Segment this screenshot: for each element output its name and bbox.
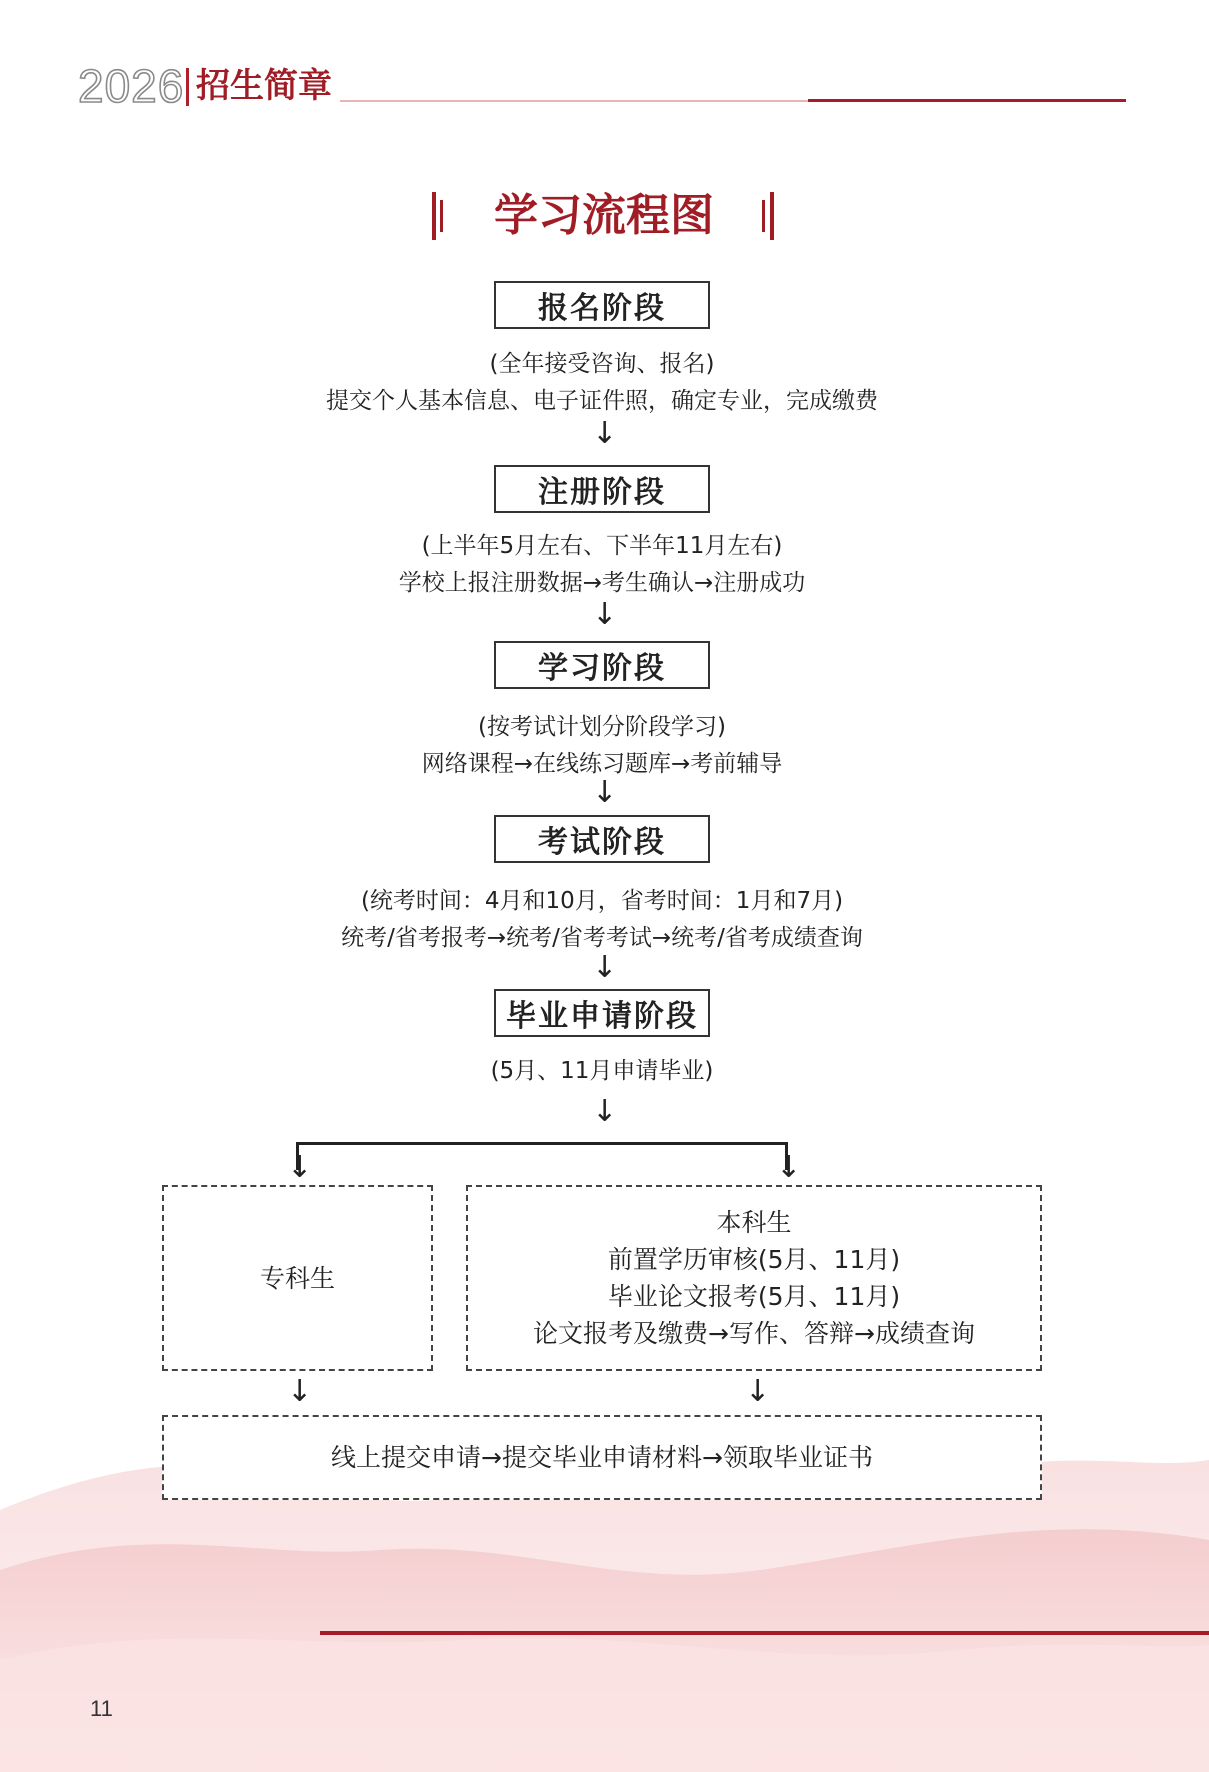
branch-connector — [296, 1142, 788, 1145]
undergraduate-line: 本科生 — [716, 1208, 792, 1237]
undergraduate-line: 论文报考及缴费→写作、答辩→成绩查询 — [533, 1319, 975, 1348]
stage-desc-line: 学校上报注册数据→考生确认→注册成功 — [398, 570, 806, 596]
arrow-down-icon: ↓ — [592, 597, 618, 632]
stage-study-desc — [100, 709, 1104, 783]
junior-college-box — [162, 1185, 433, 1371]
header-divider — [186, 68, 189, 106]
page-number: 11 — [90, 1696, 113, 1721]
stage-exam: 考试阶段 — [494, 815, 710, 863]
arrow-down-icon: ↓ — [287, 1374, 313, 1409]
page-title: 学习流程图 — [494, 190, 714, 241]
header-title: 招生简章 — [196, 66, 332, 106]
stage-desc-line: (按考试计划分阶段学习) — [478, 714, 726, 740]
stage-desc-line: (上半年5月左右、下半年11月左右) — [421, 533, 783, 559]
header-rule-light — [340, 100, 810, 102]
arrow-down-icon: ↓ — [592, 1094, 618, 1129]
header-rule-dark — [808, 99, 1126, 102]
stage-desc-line: (全年接受咨询、报名) — [489, 351, 715, 377]
junior-college-label: 专科生 — [259, 1263, 335, 1293]
arrow-down-icon: ↓ — [776, 1150, 802, 1185]
stage-desc-line: (5月、11月申请毕业) — [490, 1058, 714, 1084]
stage-desc-line: 网络课程→在线练习题库→考前辅导 — [421, 751, 783, 777]
stage-graduation: 毕业申请阶段 — [494, 989, 710, 1037]
arrow-down-icon: ↓ — [287, 1150, 313, 1185]
final-step-text: 线上提交申请→提交毕业申请材料→领取毕业证书 — [331, 1443, 873, 1472]
stage-study: 学习阶段 — [494, 641, 710, 689]
arrow-down-icon: ↓ — [592, 950, 618, 985]
header-year: 2026 — [78, 60, 185, 112]
arrow-down-icon: ↓ — [592, 416, 618, 451]
undergraduate-line: 前置学历审核(5月、11月) — [607, 1245, 901, 1274]
stage-desc-line: (统考时间：4月和10月，省考时间：1月和7月) — [360, 888, 844, 914]
stage-desc-line: 统考/省考报考→统考/省考考试→统考/省考成绩查询 — [341, 925, 863, 951]
stage-enrollment: 注册阶段 — [494, 465, 710, 513]
stage-registration-desc — [100, 346, 1104, 420]
footer-rule — [320, 1631, 1209, 1635]
stage-desc-line: 提交个人基本信息、电子证件照，确定专业，完成缴费 — [326, 388, 878, 414]
stage-enrollment-desc — [100, 528, 1104, 602]
undergraduate-box — [466, 1185, 1042, 1371]
final-step-box — [162, 1415, 1042, 1500]
title-bracket-right — [762, 192, 776, 240]
stage-exam-desc — [100, 883, 1104, 957]
arrow-down-icon: ↓ — [592, 775, 618, 810]
stage-graduation-desc — [100, 1053, 1104, 1090]
stage-registration: 报名阶段 — [494, 281, 710, 329]
arrow-down-icon: ↓ — [745, 1374, 771, 1409]
undergraduate-line: 毕业论文报考(5月、11月) — [607, 1282, 901, 1311]
